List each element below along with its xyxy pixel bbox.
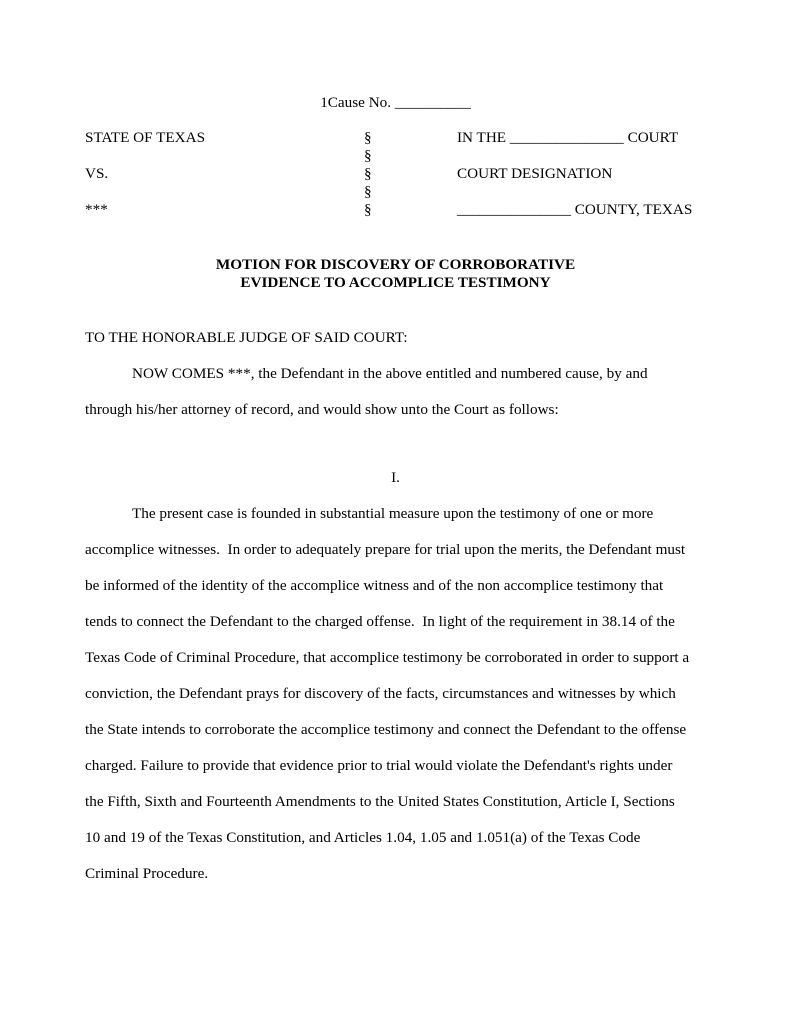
salutation: TO THE HONORABLE JUDGE OF SAID COURT:: [85, 329, 408, 346]
paragraph-line: NOW COMES ***, the Defendant in the above entitled and numbered cause, by and: [132, 365, 648, 382]
section-symbol: §: [364, 147, 372, 164]
caption-row: [0, 146, 791, 166]
caption-court-right: _______________ COUNTY, TEXAS: [457, 201, 693, 218]
paragraph-line: accomplice witnesses. In order to adequately prepare for trial upon the merits, the Defendant must: [85, 541, 686, 558]
paragraph-line: The present case is founded in substantial measure upon the testimony of one or more: [132, 505, 654, 522]
paragraph-line: be informed of the identity of the accomplice witness and of the non accomplice testimony that: [85, 577, 664, 594]
paragraph-line: conviction, the Defendant prays for discovery of the facts, circumstances and witnesses by which: [85, 685, 676, 702]
paragraph-line: the State intends to corroborate the accomplice testimony and connect the Defendant to the offense: [85, 721, 687, 738]
section-heading: I.: [391, 469, 400, 486]
caption-court-right: COURT DESIGNATION: [457, 165, 613, 182]
motion-title: [0, 256, 791, 292]
paragraph-line: Texas Code of Criminal Procedure, that accomplice testimony be corroborated in order to support a: [85, 649, 690, 666]
caption-row: [0, 128, 791, 148]
paragraph-line: tends to connect the Defendant to the charged offense. In light of the requirement in 38.14 of the: [85, 613, 675, 630]
caption-row: [0, 164, 791, 184]
cause-number-line: 1Cause No. __________: [320, 94, 471, 111]
section-symbol: §: [364, 183, 372, 200]
motion-title-line: EVIDENCE TO ACCOMPLICE TESTIMONY: [240, 274, 551, 291]
motion-title-line: MOTION FOR DISCOVERY OF CORROBORATIVE: [215, 256, 576, 273]
caption-party-left: VS.: [85, 165, 109, 182]
caption-party-left: ***: [85, 201, 108, 218]
caption-row: [0, 200, 791, 220]
paragraph-line: charged. Failure to provide that evidence prior to trial would violate the Defendant's rights under: [85, 757, 673, 774]
paragraph-line: 10 and 19 of the Texas Constitution, and Articles 1.04, 1.05 and 1.051(a) of the Texas Code: [85, 829, 641, 846]
caption-court-right: IN THE _______________ COURT: [457, 129, 679, 146]
paragraph-line: the Fifth, Sixth and Fourteenth Amendments to the United States Constitution, Article I, Sections: [85, 793, 675, 810]
section-symbol: §: [364, 201, 372, 218]
section-symbol: §: [364, 165, 372, 182]
paragraph-line: Criminal Procedure.: [85, 865, 209, 882]
section-paragraph: [85, 496, 710, 892]
paragraph-line: through his/her attorney of record, and would show unto the Court as follows:: [85, 401, 559, 418]
caption-row: [0, 182, 791, 202]
intro-paragraph: [85, 356, 710, 428]
caption-party-left: STATE OF TEXAS: [85, 129, 206, 146]
section-symbol: §: [364, 129, 372, 146]
